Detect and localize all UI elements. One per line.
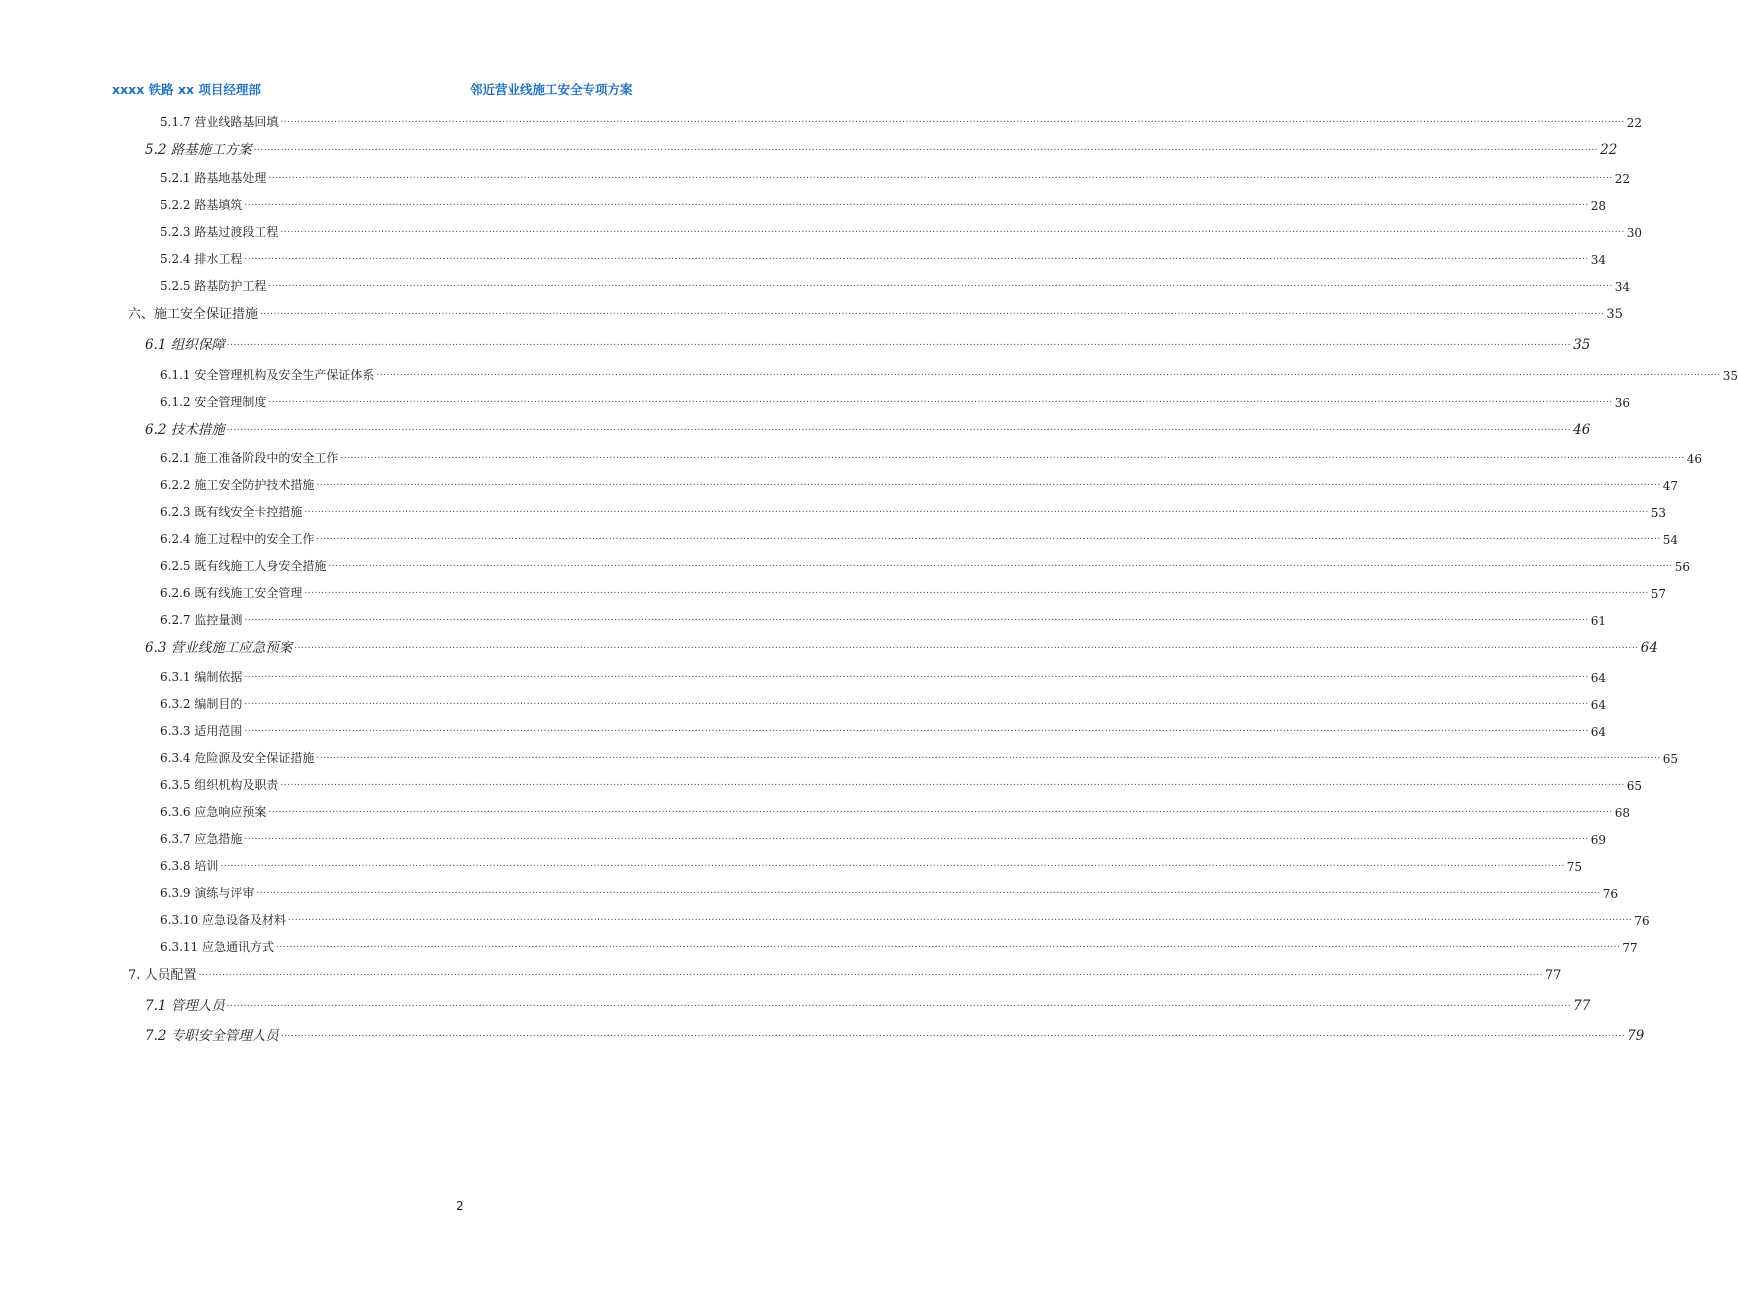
toc-entry[interactable]: [160, 746, 1678, 766]
toc-entry-title: 6.3.4 危险源及安全保证措施: [160, 751, 315, 765]
toc-entry-title: 6.3 营业线施工应急预案: [145, 640, 293, 656]
toc-entry[interactable]: [160, 220, 1642, 240]
toc-dot-leader: ................................................................................................................................................................................................................................................................................................................................................................................................................: [304, 505, 1649, 515]
toc-entry-page: 35: [1722, 369, 1738, 383]
toc-entry[interactable]: [160, 247, 1606, 267]
toc-dot-leader: ................................................................................................................................................................................................................................................................................................................................................................................................................: [226, 999, 1572, 1009]
toc-entry[interactable]: [160, 581, 1666, 601]
toc-entry-title: 6.1.1 安全管理机构及安全生产保证体系: [160, 368, 375, 382]
toc-entry[interactable]: [160, 827, 1606, 847]
header-company: xxxx 铁路 xx 项目经理部: [112, 82, 261, 97]
toc-entry-title: 7.2 专职安全管理人员: [145, 1028, 279, 1044]
toc-dot-leader: ................................................................................................................................................................................................................................................................................................................................................................................................................: [280, 115, 1625, 125]
toc-entry-page: 34: [1590, 253, 1606, 267]
toc-entry-page: 65: [1662, 752, 1678, 766]
toc-entry[interactable]: [160, 773, 1642, 793]
toc-dot-leader: ................................................................................................................................................................................................................................................................................................................................................................................................................: [226, 338, 1572, 348]
toc-entry[interactable]: [160, 554, 1690, 574]
toc-entry-page: 61: [1590, 614, 1606, 628]
toc-dot-leader: ................................................................................................................................................................................................................................................................................................................................................................................................................: [287, 913, 1633, 923]
toc-entry-page: 75: [1566, 860, 1582, 874]
toc-entry[interactable]: [160, 390, 1630, 410]
toc-entry-page: 35: [1573, 337, 1591, 353]
toc-entry-page: 79: [1627, 1028, 1645, 1044]
toc-entry-page: 46: [1686, 452, 1702, 466]
toc-dot-leader: ................................................................................................................................................................................................................................................................................................................................................................................................................: [244, 832, 1589, 842]
toc-entry-page: 36: [1614, 396, 1630, 410]
toc-dot-leader: ................................................................................................................................................................................................................................................................................................................................................................................................................: [316, 751, 1661, 761]
toc-entry-title: 6.3.3 适用范围: [160, 724, 243, 738]
toc-dot-leader: ................................................................................................................................................................................................................................................................................................................................................................................................................: [280, 225, 1625, 235]
toc-entry-title: 5.1.7 营业线路基回填: [160, 115, 279, 129]
toc-entry[interactable]: [145, 636, 1658, 656]
toc-entry-page: 64: [1590, 698, 1606, 712]
toc-entry-title: 5.2 路基施工方案: [145, 142, 252, 158]
toc-entry-page: 54: [1662, 533, 1678, 547]
toc-entry[interactable]: [160, 608, 1606, 628]
toc-dot-leader: ................................................................................................................................................................................................................................................................................................................................................................................................................: [244, 670, 1589, 680]
toc-dot-leader: ................................................................................................................................................................................................................................................................................................................................................................................................................: [280, 778, 1625, 788]
toc-entry-title: 6.2 技术措施: [145, 422, 225, 438]
toc-entry-page: 64: [1590, 671, 1606, 685]
toc-entry-title: 6.3.5 组织机构及职责: [160, 778, 279, 792]
toc-entry[interactable]: [145, 333, 1591, 353]
toc-entry-title: 6.3.1 编制依据: [160, 670, 243, 684]
toc-entry[interactable]: [160, 166, 1630, 186]
toc-entry[interactable]: [160, 800, 1630, 820]
toc-entry[interactable]: [160, 692, 1606, 712]
toc-dot-leader: ................................................................................................................................................................................................................................................................................................................................................................................................................: [256, 886, 1601, 896]
toc-dot-leader: ................................................................................................................................................................................................................................................................................................................................................................................................................: [244, 198, 1589, 208]
toc-dot-leader: ................................................................................................................................................................................................................................................................................................................................................................................................................: [260, 307, 1605, 317]
toc-entry-page: 35: [1606, 307, 1623, 322]
toc-entry[interactable]: [160, 446, 1702, 466]
toc-dot-leader: ................................................................................................................................................................................................................................................................................................................................................................................................................: [268, 279, 1613, 289]
toc-entry-title: 7.1 管理人员: [145, 998, 225, 1014]
toc-dot-leader: ................................................................................................................................................................................................................................................................................................................................................................................................................: [268, 171, 1613, 181]
toc-entry-page: 30: [1626, 226, 1642, 240]
toc-dot-leader: ................................................................................................................................................................................................................................................................................................................................................................................................................: [244, 724, 1589, 734]
toc-entry-title: 6.2.7 监控量测: [160, 613, 243, 627]
toc-entry-page: 69: [1590, 833, 1606, 847]
toc-entry-page: 77: [1573, 998, 1591, 1014]
toc-entry-page: 34: [1614, 280, 1630, 294]
toc-entry[interactable]: [160, 274, 1630, 294]
toc-entry-page: 68: [1614, 806, 1630, 820]
toc-entry-page: 46: [1573, 422, 1591, 438]
toc-entry-title: 6.2.1 施工准备阶段中的安全工作: [160, 451, 339, 465]
toc-entry-title: 5.2.2 路基填筑: [160, 198, 243, 212]
toc-entry-title: 6.2.2 施工安全防护技术措施: [160, 478, 315, 492]
toc-entry[interactable]: [160, 473, 1678, 493]
toc-entry-page: 64: [1640, 640, 1658, 656]
toc-entry-title: 6.3.8 培训: [160, 859, 219, 873]
toc-entry-page: 28: [1590, 199, 1606, 213]
toc-entry-page: 64: [1590, 725, 1606, 739]
toc-dot-leader: ................................................................................................................................................................................................................................................................................................................................................................................................................: [316, 532, 1661, 542]
toc-entry-title: 6.1.2 安全管理制度: [160, 395, 267, 409]
toc-dot-leader: ................................................................................................................................................................................................................................................................................................................................................................................................................: [244, 697, 1589, 707]
toc-entry[interactable]: [145, 138, 1618, 158]
toc-entry[interactable]: [160, 908, 1650, 928]
toc-entry[interactable]: [160, 881, 1618, 901]
toc-entry-title: 6.3.11 应急通讯方式: [160, 940, 274, 954]
toc-entry-title: 6.2.6 既有线施工安全管理: [160, 586, 303, 600]
toc-entry-title: 6.3.6 应急响应预案: [160, 805, 267, 819]
toc-dot-leader: ................................................................................................................................................................................................................................................................................................................................................................................................................: [316, 478, 1661, 488]
toc-entry-title: 6.3.9 演练与评审: [160, 886, 255, 900]
toc-entry-title: 5.2.4 排水工程: [160, 252, 243, 266]
toc-dot-leader: ................................................................................................................................................................................................................................................................................................................................................................................................................: [376, 368, 1721, 378]
toc-dot-leader: ................................................................................................................................................................................................................................................................................................................................................................................................................: [275, 940, 1621, 950]
toc-entry-page: 77: [1544, 968, 1562, 983]
header-document-title: 邻近营业线施工安全专项方案: [470, 82, 633, 97]
toc-entry[interactable]: [160, 527, 1678, 547]
toc-entry[interactable]: [160, 935, 1638, 955]
toc-entry-title: 六、施工安全保证措施: [128, 307, 259, 322]
toc-dot-leader: ................................................................................................................................................................................................................................................................................................................................................................................................................: [226, 423, 1572, 433]
toc-entry[interactable]: [160, 110, 1642, 130]
toc-entry-page: 53: [1650, 506, 1666, 520]
toc-entry[interactable]: [160, 363, 1738, 383]
toc-entry-page: 77: [1622, 941, 1638, 955]
toc-entry-title: 6.2.3 既有线安全卡控措施: [160, 505, 303, 519]
toc-entry[interactable]: [128, 302, 1623, 322]
toc-entry-title: 6.3.10 应急设备及材料: [160, 913, 286, 927]
toc-dot-leader: ................................................................................................................................................................................................................................................................................................................................................................................................................: [328, 559, 1673, 569]
toc-entry-page: 22: [1600, 142, 1618, 158]
toc-dot-leader: ................................................................................................................................................................................................................................................................................................................................................................................................................: [340, 451, 1685, 461]
toc-entry-page: 22: [1614, 172, 1630, 186]
toc-entry[interactable]: [160, 719, 1606, 739]
toc-entry-page: 76: [1602, 887, 1618, 901]
toc-entry-page: 57: [1650, 587, 1666, 601]
toc-entry-title: 7. 人员配置: [128, 968, 197, 983]
toc-dot-leader: ................................................................................................................................................................................................................................................................................................................................................................................................................: [253, 143, 1599, 153]
toc-entry-title: 6.2.4 施工过程中的安全工作: [160, 532, 315, 546]
toc-entry[interactable]: [145, 1024, 1645, 1044]
toc-dot-leader: ................................................................................................................................................................................................................................................................................................................................................................................................................: [268, 805, 1613, 815]
toc-entry[interactable]: [160, 854, 1582, 874]
toc-entry[interactable]: [160, 665, 1606, 685]
toc-dot-leader: ................................................................................................................................................................................................................................................................................................................................................................................................................: [280, 1029, 1626, 1039]
toc-entry-title: 6.3.7 应急措施: [160, 832, 243, 846]
toc-entry[interactable]: [160, 500, 1666, 520]
toc-dot-leader: ................................................................................................................................................................................................................................................................................................................................................................................................................: [268, 395, 1613, 405]
toc-entry-title: 6.3.2 编制目的: [160, 697, 243, 711]
toc-dot-leader: ................................................................................................................................................................................................................................................................................................................................................................................................................: [198, 968, 1543, 978]
toc-entry-page: 76: [1634, 914, 1650, 928]
toc-entry-title: 5.2.5 路基防护工程: [160, 279, 267, 293]
toc-entry[interactable]: [145, 418, 1591, 438]
toc-entry-page: 47: [1662, 479, 1678, 493]
page-header: [0, 78, 920, 100]
toc-entry-title: 6.2.5 既有线施工人身安全措施: [160, 559, 327, 573]
toc-dot-leader: ................................................................................................................................................................................................................................................................................................................................................................................................................: [294, 641, 1639, 651]
toc-dot-leader: ................................................................................................................................................................................................................................................................................................................................................................................................................: [304, 586, 1649, 596]
toc-dot-leader: ................................................................................................................................................................................................................................................................................................................................................................................................................: [244, 613, 1589, 623]
toc-entry-page: 22: [1626, 116, 1642, 130]
toc-entry-title: 6.1 组织保障: [145, 337, 225, 353]
toc-entry-page: 65: [1626, 779, 1642, 793]
toc-entry-title: 5.2.3 路基过渡段工程: [160, 225, 279, 239]
page-number: 2: [456, 1199, 464, 1213]
toc-entry[interactable]: [160, 193, 1606, 213]
toc-entry-title: 5.2.1 路基地基处理: [160, 171, 267, 185]
toc-entry-page: 56: [1674, 560, 1690, 574]
toc-dot-leader: ................................................................................................................................................................................................................................................................................................................................................................................................................: [244, 252, 1589, 262]
toc-entry[interactable]: [128, 963, 1562, 983]
toc-dot-leader: ................................................................................................................................................................................................................................................................................................................................................................................................................: [220, 859, 1565, 869]
toc-entry[interactable]: [145, 994, 1591, 1014]
